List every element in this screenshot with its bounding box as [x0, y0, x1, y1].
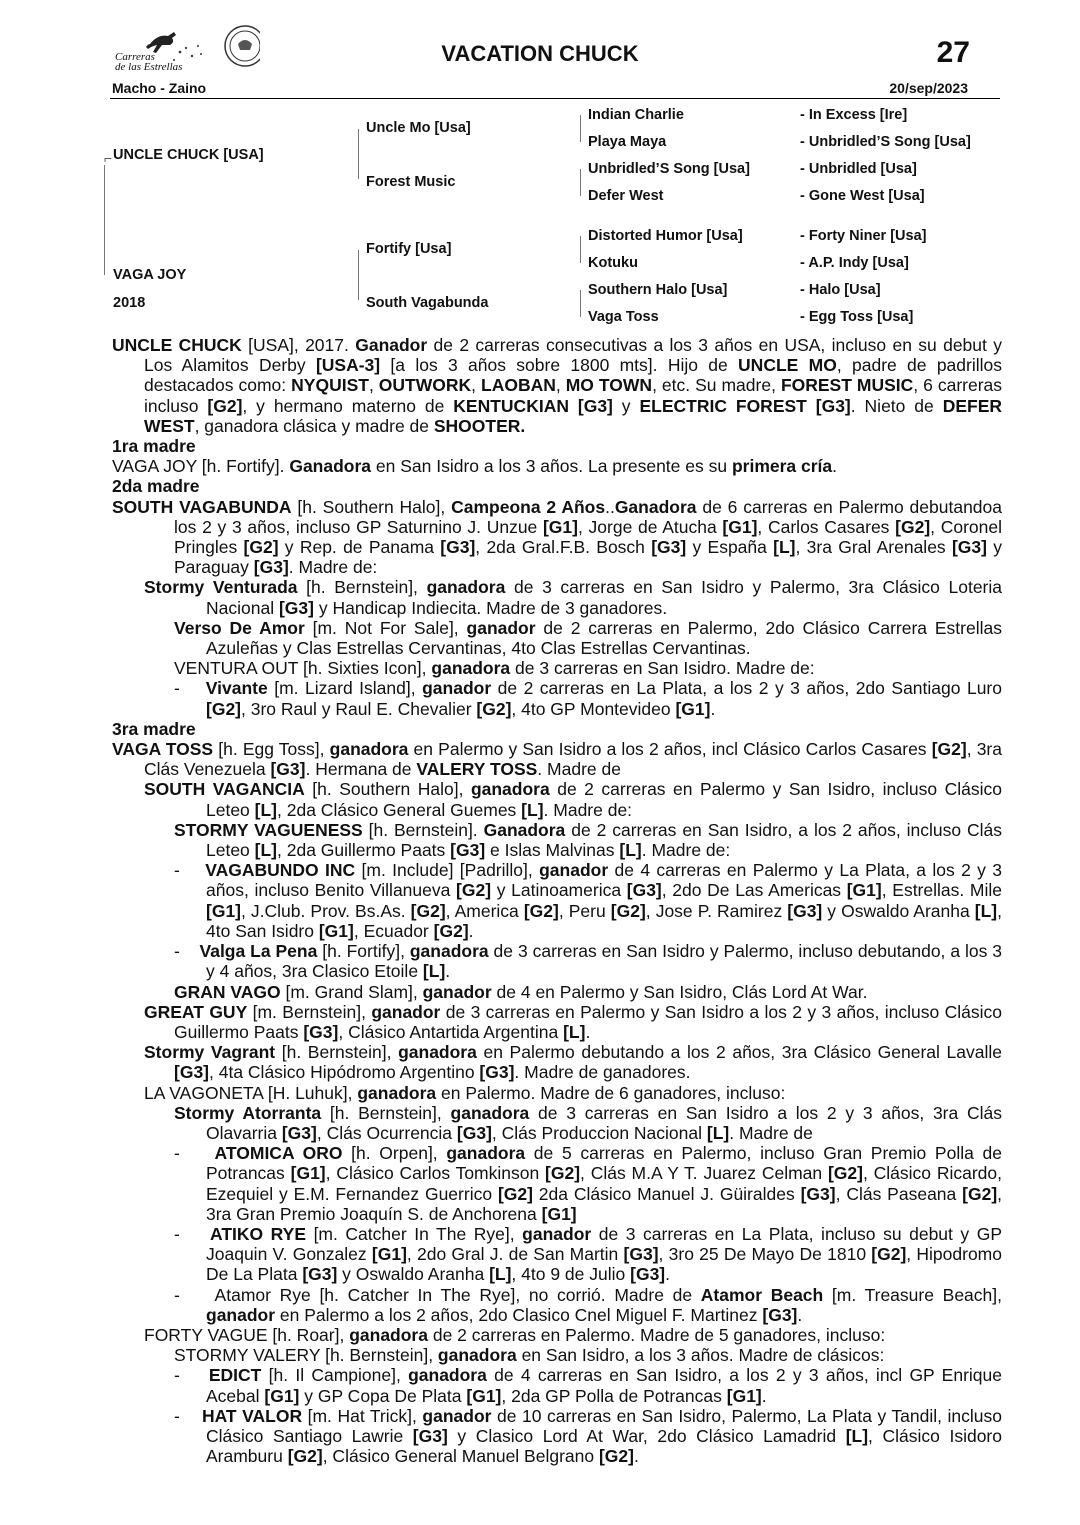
pedigree-gen3-6: Kotuku — [588, 255, 638, 271]
produce-stormy-atorranta: Stormy Atorranta [h. Bernstein], ganadora de 3 carreras en San Isidro a los 2 y 3 años, 3ra Clás Olavarria [G3], Clás Ocurrencia [G3], Clás Produccion Nacional [L]. Madre de — [174, 1102, 1002, 1143]
produce-atiko-rye: - ATIKO RYE [m. Catcher In The Rye], ganador de 3 carreras en La Plata, incluso su debut y GP Joaquin V. Gonzalez [G1], 2do Gral J. de San Martin [G3], 3ro 25 De Mayo De 1810 [G2], Hipodromo De La Plata [G3] y Oswaldo Aranha [L], 4to 9 de Julio [G3]. — [174, 1223, 1003, 1285]
produce-forty-vague: FORTY VAGUE [h. Roar], ganadora de 2 carreras en Palermo. Madre de 5 ganadores, incluso: — [144, 1324, 886, 1345]
pedigree-gen3-1: Indian Charlie — [588, 107, 684, 123]
produce-gran-vago: GRAN VAGO [m. Grand Slam], ganador de 4 en Palermo y San Isidro, Clás Lord At War. — [174, 981, 868, 1002]
produce-vivante: - Vivante [m. Lizard Island], ganador de 2 carreras en La Plata, a los 2 y 3 años, 2do Santiago Luro [G2], 3ro Raul y Raul E. Chevalier [G2], 4to GP Montevideo [G1]. — [174, 678, 1002, 719]
produce-stormy-vagrant: Stormy Vagrant [h. Bernstein], ganadora en Palermo debutando a los 2 años, 3ra Clásico General Lavalle [G3], 4ta Clásico Hipódromo Argentino [G3]. Madre de ganadores. — [144, 1042, 1003, 1083]
produce-verso-de-amor: Verso De Amor [m. Not For Sale], ganador de 2 carreras en Palermo, 2do Clásico Carrera Estrellas Azuleñas y Clas Estrellas Cervantinas, 4to Clas Estrellas Cervantinas. — [174, 617, 1002, 659]
produce-ventura-out: VENTURA OUT [h. Sixties Icon], ganadora de 3 carreras en San Isidro. Madre de: — [174, 658, 815, 679]
horse-name-title: VACATION CHUCK — [441, 41, 639, 66]
lot-number: 27 — [936, 36, 970, 69]
bracket-line — [104, 165, 105, 275]
pedigree-sire: UNCLE CHUCK [USA] — [113, 147, 264, 163]
produce-la-vagoneta: LA VAGONETA [H. Luhuk], ganadora en Palermo. Madre de 6 ganadores, incluso: — [144, 1082, 786, 1103]
produce-stormy-venturada: Stormy Venturada [h. Bernstein], ganadora de 3 carreras en San Isidro y Palermo, 3ra Clásico Loteria Nacional [G3] y Handicap Indiecita. Madre de 3 ganadores. — [144, 577, 1003, 618]
first-dam-paragraph: VAGA JOY [h. Fortify]. Ganadora en San Isidro a los 3 años. La presente es su primera cría. — [112, 456, 838, 477]
pedigree-gen4-8: - Egg Toss [Usa] — [800, 309, 914, 325]
pedigree-dam: VAGA JOY — [113, 267, 187, 283]
produce-valga-la-pena: - Valga La Pena [h. Fortify], ganadora de 3 carreras en San Isidro y Palermo, incluso debutando, a los 3 y 4 años, 3ra Clasico Etoile [L]. — [174, 941, 1002, 982]
bracket-tick: ⌐ — [104, 150, 113, 166]
pedigree-dam-dam: South Vagabunda — [366, 295, 489, 311]
pedigree-gen4-4: - Gone West [Usa] — [800, 188, 925, 204]
bracket-line — [358, 250, 359, 300]
pedigree-dam-sire: Fortify [Usa] — [366, 241, 452, 257]
logo-text-1: Carreras — [115, 51, 155, 63]
pedigree-gen4-1: - In Excess [Ire] — [800, 107, 908, 123]
bracket-line — [580, 290, 581, 317]
produce-hat-valor: - HAT VALOR [m. Hat Trick], ganador de 10 carreras en San Isidro, Palermo, La Plata y Tandil, incluso Clásico Santiago Lawrie [G3] y Clasico Lord At War, 2do Clásico Lamadrid [L], Clásico Isidoro Aramburu [G2], Clásico General Manuel Belgrano [G2]. — [174, 1405, 1003, 1467]
header-rule — [110, 98, 1000, 99]
pedigree-gen4-5: - Forty Niner [Usa] — [800, 228, 927, 244]
pedigree-gen3-4: Defer West — [588, 188, 664, 204]
bracket-line — [580, 115, 581, 142]
second-dam-heading: 2da madre — [112, 476, 200, 497]
pedigree-gen3-3: Unbridled’S Song [Usa] — [588, 161, 750, 177]
bracket-line — [358, 129, 359, 179]
first-dam-heading: 1ra madre — [112, 436, 196, 457]
pedigree-dam-year: 2018 — [113, 295, 146, 311]
produce-edict: - EDICT [h. Il Campione], ganadora de 4 carreras en San Isidro, a los 2 y 3 años, incl GP Enrique Acebal [G1] y GP Copa De Plata [G1], 2da GP Polla de Potrancas [G1]. — [174, 1365, 1002, 1406]
pedigree-gen3-2: Playa Maya — [588, 134, 667, 150]
pedigree-sire-sire: Uncle Mo [Usa] — [366, 120, 471, 136]
produce-great-guy: GREAT GUY [m. Bernstein], ganador de 3 carreras en Palermo y San Isidro a los 2 y 3 años, incluso Clásico Guillermo Paats [G3], Clásico Antartida Argentina [L]. — [144, 1001, 1002, 1042]
third-dam-heading: 3ra madre — [112, 718, 196, 739]
sex-color: Macho - Zaino — [112, 80, 207, 96]
pedigree-gen3-5: Distorted Humor [Usa] — [588, 228, 743, 244]
produce-stormy-valery: STORMY VALERY [h. Bernstein], ganadora en San Isidro, a los 3 años. Madre de clásicos: — [174, 1345, 885, 1366]
produce-vagabundo-inc: - VAGABUNDO INC [m. Include] [Padrillo], ganador de 4 carreras en Palermo y La Plata, a los 2 y 3 años, incluso Benito Villanueva [G2] y Latinoamerica [G3], 2do De Las Americas [G1], Estrellas. Mile [G1], J.Club. Prov. Bs.As. [G2], America [G2], Peru [G2], Jose P. Ramirez [G3] y Oswaldo Aranha [L], 4to San Isidro [G1], Ecuador [G2]. — [174, 860, 1002, 941]
catalog-text — [112, 335, 1002, 1466]
pedigree-gen4-3: - Unbridled [Usa] — [800, 161, 917, 177]
pedigree-gen4-7: - Halo [Usa] — [800, 282, 881, 298]
pedigree-sire-dam: Forest Music — [366, 174, 456, 190]
produce-stormy-vagueness: STORMY VAGUENESS [h. Bernstein]. Ganadora de 2 carreras en San Isidro, a los 2 años, incluso Clás Leteo [L], 2da Guillermo Paats [G3] e Islas Malvinas [L]. Madre de: — [174, 819, 1002, 861]
pedigree-gen3-8: Vaga Toss — [588, 309, 659, 325]
produce-atomica-oro: - ATOMICA ORO [h. Orpen], ganadora de 5 carreras en Palermo, incluso Gran Premio Polla de Potrancas [G1], Clásico Carlos Tomkinson [G2], Clás M.A Y T. Juarez Celman [G2], Clásico Ricardo, Ezequiel y E.M. Fernandez Guerrico [G2] 2da Clásico Manuel J. Güiraldes [G3], Clás Paseana [G2], 3ra Gran Premio Joaquín S. de Anchorena [G1] — [174, 1143, 1003, 1224]
pedigree-gen4-6: - A.P. Indy [Usa] — [800, 255, 909, 271]
bracket-line — [580, 236, 581, 263]
second-dam-paragraph: SOUTH VAGABUNDA [h. Southern Halo], Campeona 2 Años..Ganadora de 6 carreras en Palermo debutandoa los 2 y 3 años, incluso GP Saturnino J. Unzue [G1], Jorge de Atucha [G1], Carlos Casares [G2], Coronel Pringles [G2] y Rep. de Panama [G3], 2da Gral.F.B. Bosch [G3] y España [L], 3ra Gral Arenales [G3] y Paraguay [G3]. Madre de: — [112, 496, 1003, 578]
produce-atamor-rye: - Atamor Rye [h. Catcher In The Rye], no corrió. Madre de Atamor Beach [m. Treasure Beach], ganador en Palermo a los 2 años, 2do Clasico Cnel Miguel F. Martinez [G3]. — [174, 1284, 1002, 1325]
third-dam-paragraph: VAGA TOSS [h. Egg Toss], ganadora en Palermo y San Isidro a los 2 años, incl Clásico Carlos Casares [G2], 3ra Clás Venezuela [G3]. Hermana de VALERY TOSS. Madre de — [112, 739, 1002, 780]
pedigree-gen3-7: Southern Halo [Usa] — [588, 282, 728, 298]
logo-text-2: de las Estrellas — [115, 61, 183, 73]
pedigree-gen4-2: - Unbridled’S Song [Usa] — [800, 134, 971, 150]
bracket-line — [580, 169, 581, 196]
catalog-date: 20/sep/2023 — [889, 80, 968, 96]
sire-paragraph: UNCLE CHUCK [USA], 2017. Ganador de 2 carreras consecutivas a los 3 años en USA, incluso en su debut y Los Alamitos Derby [USA-3] [a los 3 años sobre 1800 mts]. Hijo de UNCLE MO, padre de padrillos destacados como: NYQUIST, OUTWORK, LAOBAN, MO TOWN, etc. Su madre, FOREST MUSIC, 6 carreras incluso [G2], y hermano materno de KENTUCKIAN [G3] y ELECTRIC FOREST [G3]. Nieto de DEFER WEST, ganadora clásica y madre de SHOOTER. — [112, 335, 1003, 436]
produce-south-vagancia: SOUTH VAGANCIA [h. Southern Halo], ganadora de 2 carreras en Palermo y San Isidro, incluso Clásico Leteo [L], 2da Clásico General Guemes [L]. Madre de: — [144, 779, 1002, 820]
